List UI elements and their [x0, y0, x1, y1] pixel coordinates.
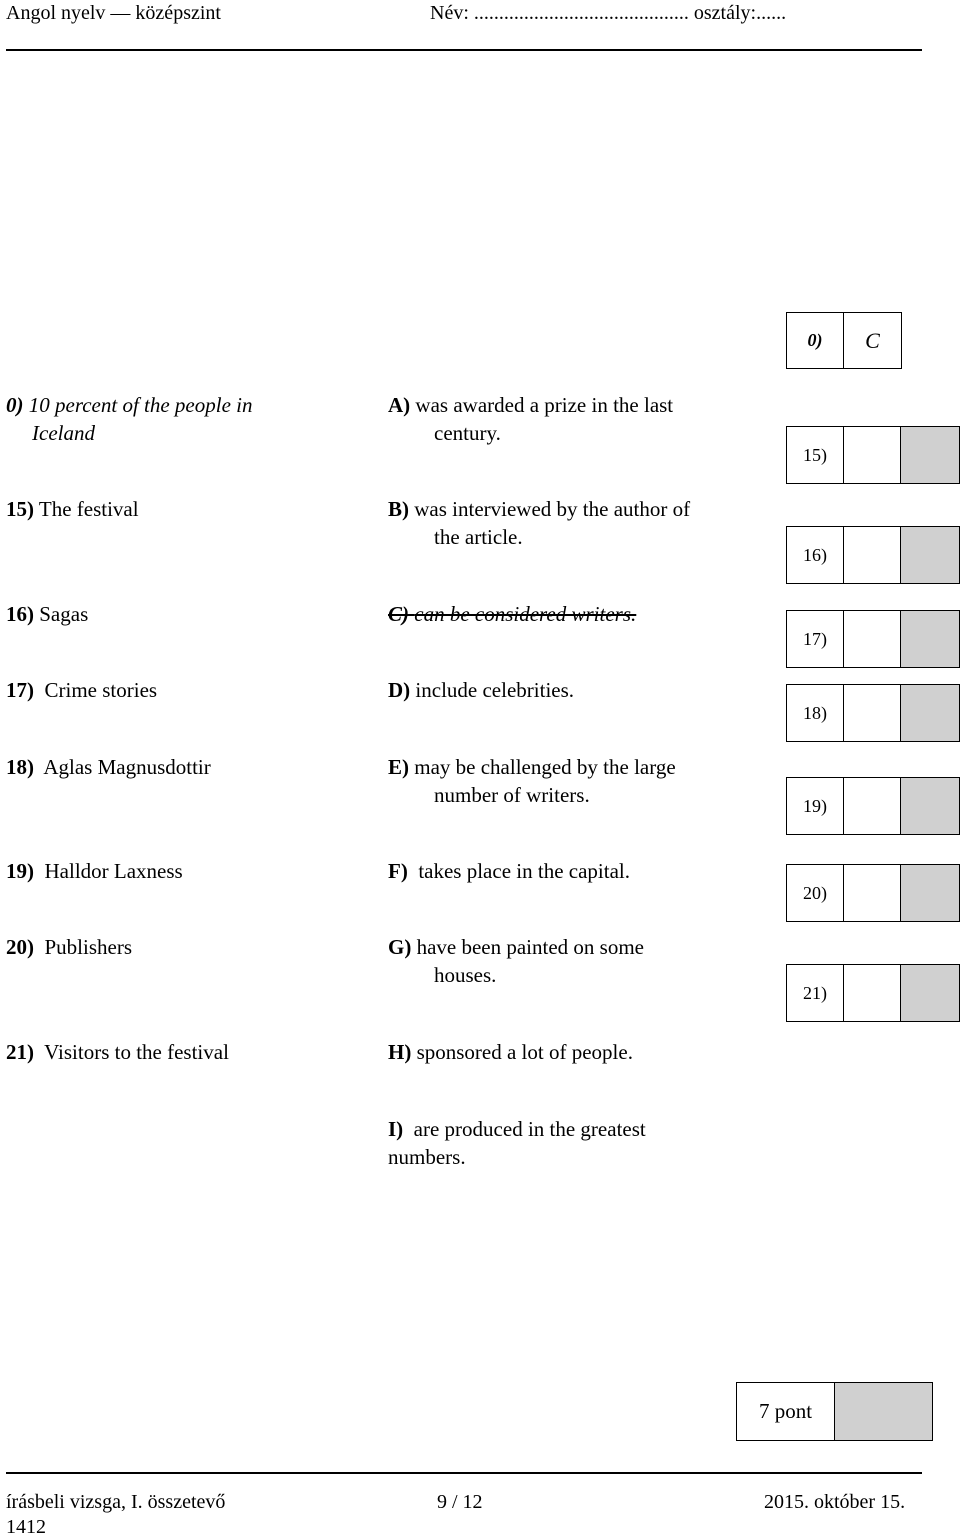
left-item-16: 16) Sagas	[6, 602, 89, 626]
left-item-15: 15) The festival	[6, 497, 139, 521]
option-h: H) sponsored a lot of people.	[388, 1040, 633, 1064]
option-i-cont: numbers.	[388, 1145, 466, 1169]
footer-exam: írásbeli vizsga, I. összetevő	[6, 1491, 226, 1513]
option-e-cont: number of writers.	[434, 783, 590, 807]
footer-page: 9 / 12	[437, 1491, 483, 1513]
answer-field-21[interactable]	[844, 965, 901, 1021]
option-i: I) are produced in the greatest	[388, 1117, 646, 1141]
left-item-0-cont: Iceland	[32, 421, 95, 445]
answer-box-21: 21)	[786, 964, 960, 1022]
option-e: E) may be challenged by the large	[388, 755, 676, 779]
left-item-20: 20) Publishers	[6, 935, 133, 959]
option-a: A) was awarded a prize in the last	[388, 393, 674, 417]
answer-field-20[interactable]	[844, 865, 901, 921]
left-item-19: 19) Halldor Laxness	[6, 859, 183, 883]
answer-box-15: 15)	[786, 426, 960, 484]
answer-field-18[interactable]	[844, 685, 901, 741]
answer-box-16: 16)	[786, 526, 960, 584]
example-label: 0)	[787, 313, 844, 368]
option-a-cont: century.	[434, 421, 501, 445]
left-item-18: 18) Aglas Magnusdottir	[6, 755, 211, 779]
answer-box-19: 19)	[786, 777, 960, 835]
score-label: 7 pont	[737, 1383, 835, 1440]
footer-rule	[6, 1472, 922, 1474]
footer-date: 2015. október 15.	[764, 1491, 906, 1513]
answer-box-17: 17)	[786, 610, 960, 668]
score-box	[736, 1382, 933, 1441]
left-item-21: 21) Visitors to the festival	[6, 1040, 229, 1064]
example-answer-box	[786, 312, 902, 369]
option-d: D) include celebrities.	[388, 678, 575, 702]
header-name-class: Név: ........................................... osztály:......	[430, 2, 787, 24]
option-g-cont: houses.	[434, 963, 497, 987]
option-g: G) have been painted on some	[388, 935, 644, 959]
left-item-0: 0) 10 percent of the people in	[6, 393, 253, 417]
option-c-struck: C) can be considered writers.	[388, 602, 637, 626]
answer-field-17[interactable]	[844, 611, 901, 667]
answer-field-19[interactable]	[844, 778, 901, 834]
answer-field-16[interactable]	[844, 527, 901, 583]
answer-field-15[interactable]	[844, 427, 901, 483]
header-subject: Angol nyelv — középszint	[6, 2, 221, 24]
left-item-17: 17) Crime stories	[6, 678, 158, 702]
answer-box-20: 20)	[786, 864, 960, 922]
header-rule	[6, 49, 922, 51]
example-answer: C	[865, 327, 880, 353]
option-f: F) takes place in the capital.	[388, 859, 630, 883]
score-field[interactable]	[835, 1383, 932, 1440]
answer-box-18: 18)	[786, 684, 960, 742]
option-b: B) was interviewed by the author of	[388, 497, 691, 521]
option-b-cont: the article.	[434, 525, 523, 549]
footer-code: 1412	[6, 1516, 46, 1538]
